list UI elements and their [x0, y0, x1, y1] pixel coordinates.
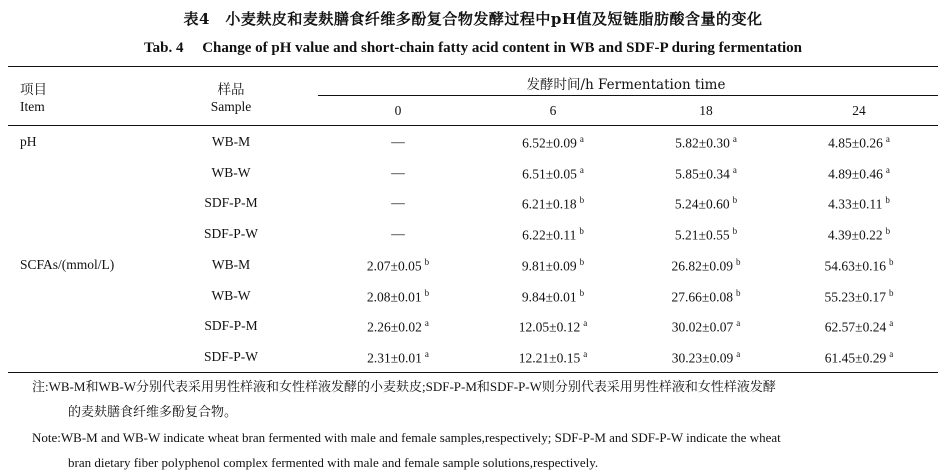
value-cell	[825, 349, 893, 367]
note-cn-line1: 注:WB-M和WB-W分别代表采用男性样液和女性样液发酵的小麦麸皮;SDF-P-M和SDF-P-W则分别代表采用男性样液和女性样液发酵	[32, 379, 776, 394]
value-text: 4.39±0.22	[827, 227, 883, 243]
significance-letter: a	[885, 165, 890, 175]
value-cell	[391, 226, 405, 242]
value-cell	[522, 165, 584, 183]
header-rule	[8, 125, 938, 126]
value-text: —	[391, 134, 405, 149]
value-text: —	[391, 226, 405, 241]
group-item-label: pH	[20, 134, 37, 149]
value-text: 9.81±0.09	[521, 258, 577, 274]
significance-letter: b	[888, 257, 894, 267]
header-sample-en: Sample	[210, 99, 252, 114]
sample-cell: SDF-P-W	[203, 349, 259, 364]
value-cell	[391, 195, 405, 211]
significance-letter: b	[888, 288, 894, 298]
top-rule	[8, 66, 938, 67]
value-cell	[828, 134, 890, 152]
significance-letter: b	[735, 257, 741, 267]
significance-letter: a	[732, 134, 737, 144]
table-caption-cn: 表4 小麦麸皮和麦麸膳食纤维多酚复合物发酵过程中pH值及短链脂肪酸含量的变化	[183, 10, 763, 28]
significance-letter: a	[579, 165, 584, 175]
value-text: 2.08±0.01	[366, 289, 422, 305]
sample-cell: WB-M	[211, 257, 251, 272]
header-time-24: 24	[852, 103, 866, 118]
note-cn-line2: 的麦麸膳食纤维多酚复合物。	[68, 404, 238, 419]
value-cell	[828, 195, 890, 213]
significance-letter: a	[889, 318, 894, 328]
sample-cell: SDF-P-M	[204, 318, 258, 333]
value-cell	[672, 318, 740, 336]
significance-letter: a	[736, 318, 741, 328]
value-cell	[522, 195, 584, 213]
note-en-line1: Note:WB-M and WB-W indicate wheat bran fermented with male and female samples,respectively; SDF-P-M and SDF-P-W indicate the wheat	[32, 430, 781, 445]
value-cell	[825, 288, 894, 306]
value-cell	[367, 318, 429, 336]
value-text: 5.21±0.55	[674, 227, 730, 243]
significance-letter: a	[583, 349, 588, 359]
value-text: —	[391, 165, 405, 180]
value-cell	[522, 226, 584, 244]
sample-cell: WB-M	[211, 134, 251, 149]
value-cell	[675, 134, 737, 152]
value-text: 6.52±0.09	[522, 135, 577, 151]
value-text: 62.57±0.24	[824, 319, 887, 335]
value-text: 54.63±0.16	[824, 258, 886, 274]
value-text: 30.23±0.09	[671, 350, 734, 366]
header-time-6: 6	[549, 103, 557, 118]
value-text: 30.02±0.07	[671, 319, 734, 335]
value-cell	[675, 195, 737, 213]
header-item-cn: 项目	[20, 82, 47, 98]
header-time-18: 18	[699, 103, 713, 118]
value-cell	[675, 165, 737, 183]
significance-letter: a	[885, 134, 890, 144]
value-cell	[672, 257, 741, 275]
significance-letter: b	[732, 195, 738, 205]
header-time-group: 发酵时间/h Fermentation time	[526, 77, 726, 93]
table-caption-en: Tab. 4 Change of pH value and short-chain fatty acid content in WB and SDF-P during fermentation	[144, 40, 802, 56]
significance-letter: b	[735, 288, 741, 298]
sample-cell: SDF-P-M	[204, 195, 258, 210]
value-cell	[367, 288, 429, 306]
significance-letter: a	[583, 318, 588, 328]
significance-letter: b	[579, 226, 584, 236]
significance-letter: a	[736, 349, 741, 359]
sample-cell: SDF-P-W	[203, 226, 259, 241]
significance-letter: b	[579, 257, 585, 267]
value-cell	[828, 165, 890, 183]
value-text: 27.66±0.08	[671, 289, 733, 305]
value-text: 55.23±0.17	[824, 289, 886, 305]
value-text: 2.07±0.05	[366, 258, 422, 274]
value-text: —	[391, 195, 405, 210]
note-en-line2: bran dietary fiber polyphenol complex fermented with male and female sample solutions,respectively.	[68, 455, 599, 470]
significance-letter: a	[579, 134, 584, 144]
value-text: 61.45±0.29	[824, 350, 887, 366]
value-cell	[675, 226, 737, 244]
value-cell	[367, 349, 429, 367]
value-cell	[367, 257, 429, 275]
value-text: 2.31±0.01	[367, 350, 422, 366]
bottom-rule	[8, 372, 938, 373]
significance-letter: b	[732, 226, 738, 236]
value-cell	[391, 134, 405, 150]
value-cell	[825, 318, 893, 336]
value-cell	[522, 257, 584, 275]
value-text: 5.24±0.60	[674, 196, 730, 212]
header-time-0: 0	[394, 103, 402, 118]
significance-letter: b	[424, 288, 430, 298]
header-item-en: Item	[20, 99, 45, 114]
value-text: 4.33±0.11	[828, 196, 883, 212]
significance-letter: a	[424, 349, 429, 359]
significance-letter: b	[579, 288, 585, 298]
value-cell	[522, 288, 584, 306]
value-text: 26.82±0.09	[671, 258, 733, 274]
value-text: 2.26±0.02	[367, 319, 422, 335]
value-cell	[519, 318, 587, 336]
value-cell	[519, 349, 587, 367]
header-sample-cn: 样品	[217, 82, 245, 98]
value-text: 4.85±0.26	[828, 135, 883, 151]
value-text: 4.89±0.46	[828, 166, 883, 182]
value-text: 5.85±0.34	[675, 166, 730, 182]
significance-letter: b	[885, 226, 891, 236]
sample-cell: WB-W	[211, 165, 251, 180]
value-text: 6.21±0.18	[521, 196, 577, 212]
significance-letter: b	[579, 195, 585, 205]
value-text: 9.84±0.01	[521, 289, 577, 305]
value-text: 6.22±0.11	[522, 227, 577, 243]
value-text: 6.51±0.05	[522, 166, 577, 182]
value-cell	[522, 134, 584, 152]
significance-letter: a	[889, 349, 894, 359]
value-cell	[672, 349, 740, 367]
significance-letter: b	[885, 195, 890, 205]
time-group-rule	[318, 95, 938, 96]
value-cell	[828, 226, 890, 244]
significance-letter: a	[424, 318, 429, 328]
value-cell	[391, 165, 405, 181]
sample-cell: WB-W	[211, 288, 251, 303]
value-cell	[825, 257, 894, 275]
value-cell	[672, 288, 741, 306]
value-text: 12.05±0.12	[518, 319, 581, 335]
value-text: 12.21±0.15	[518, 350, 581, 366]
significance-letter: b	[424, 257, 430, 267]
group-item-label: SCFAs/(mmol/L)	[20, 257, 115, 272]
significance-letter: a	[732, 165, 737, 175]
value-text: 5.82±0.30	[675, 135, 730, 151]
